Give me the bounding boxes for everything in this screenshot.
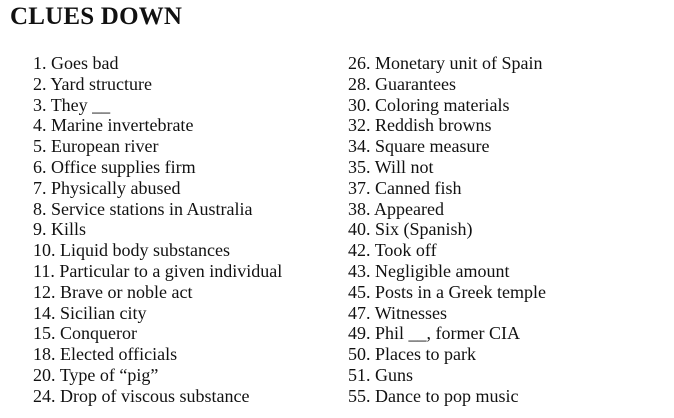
clue-text: Square measure: [375, 136, 490, 157]
clue-item: [33, 199, 282, 220]
clue-item: [348, 240, 546, 261]
clue-item: [348, 53, 546, 74]
clue-text: Service stations in Australia: [51, 198, 253, 219]
clue-text: Dance to pop music: [375, 385, 519, 406]
clue-number: 38.: [348, 198, 371, 219]
clue-text: Posts in a Greek temple: [375, 281, 546, 302]
clue-text: Guarantees: [375, 73, 456, 94]
clue-text: Took off: [374, 240, 437, 261]
clue-number: 11.: [33, 260, 55, 281]
clue-number: 15.: [33, 323, 56, 344]
clue-number: 55.: [348, 385, 371, 406]
clue-item: [348, 157, 546, 178]
clue-text: Monetary unit of Spain: [375, 53, 543, 73]
clue-text: Appeared: [374, 198, 444, 219]
clue-number: 20.: [33, 364, 56, 385]
clue-item: [33, 74, 282, 95]
clue-number: 35.: [348, 156, 371, 177]
clue-item: [33, 219, 282, 240]
clue-text: They __: [50, 94, 111, 115]
clue-item: [33, 282, 282, 303]
clue-number: 4.: [33, 115, 47, 136]
clue-text: Negligible amount: [375, 260, 510, 281]
clue-text: Yard structure: [50, 73, 152, 94]
clue-number: 14.: [33, 302, 56, 323]
clue-text: Will not: [374, 156, 434, 177]
clue-text: Witnesses: [374, 302, 447, 323]
clue-text: Elected officials: [60, 344, 178, 365]
clue-item: [33, 95, 282, 116]
clue-number: 40.: [348, 219, 371, 240]
clue-number: 2.: [33, 73, 47, 94]
clue-item: [348, 365, 546, 386]
clue-number: 28.: [348, 73, 371, 94]
clue-text: Guns: [375, 364, 414, 385]
clue-item: [33, 53, 282, 74]
clue-number: 37.: [348, 177, 371, 198]
clues-column-left: [33, 53, 282, 407]
clue-text: Canned fish: [375, 177, 462, 198]
clue-text: Liquid body substances: [60, 240, 230, 261]
clue-item: [33, 178, 282, 199]
clue-text: Office supplies firm: [51, 156, 196, 177]
clue-number: 6.: [33, 156, 47, 177]
clue-item: [33, 157, 282, 178]
clue-text: Brave or noble act: [60, 281, 193, 302]
clue-item: [348, 199, 546, 220]
clue-text: Places to park: [375, 344, 476, 365]
clue-number: 30.: [348, 94, 371, 115]
clue-text: Physically abused: [51, 177, 181, 198]
clue-text: Particular to a given individual: [59, 260, 283, 281]
clue-text: Coloring materials: [375, 94, 510, 115]
clue-number: 51.: [348, 364, 371, 385]
clue-number: 18.: [33, 344, 56, 365]
clue-item: [33, 365, 282, 386]
clue-text: Sicilian city: [60, 302, 147, 323]
clue-item: [348, 115, 546, 136]
clue-item: [33, 386, 282, 407]
page-title: CLUES DOWN: [10, 3, 183, 30]
clue-item: [33, 261, 282, 282]
clue-number: 34.: [348, 136, 371, 157]
clue-item: [348, 136, 546, 157]
clue-number: 9.: [33, 219, 47, 240]
clue-text: Drop of viscous substance: [60, 385, 250, 406]
clue-item: [348, 323, 546, 344]
clue-number: 7.: [33, 177, 47, 198]
clue-text: Kills: [51, 219, 87, 240]
clue-number: 42.: [348, 240, 371, 261]
clue-text: Type of “pig”: [59, 364, 159, 385]
clue-number: 49.: [348, 323, 371, 344]
clue-item: [348, 178, 546, 199]
clue-text: Conqueror: [60, 323, 137, 344]
clue-item: [33, 323, 282, 344]
clue-number: 1.: [33, 53, 47, 73]
clue-item: [348, 344, 546, 365]
clue-item: [348, 74, 546, 95]
clue-item: [348, 95, 546, 116]
clue-item: [33, 303, 282, 324]
clue-item: [33, 240, 282, 261]
clue-item: [348, 303, 546, 324]
clue-text: Marine invertebrate: [51, 115, 194, 136]
clue-item: [348, 282, 546, 303]
clue-item: [348, 386, 546, 407]
clue-item: [33, 136, 282, 157]
clue-number: 10.: [33, 240, 56, 261]
clue-number: 12.: [33, 281, 56, 302]
clue-item: [348, 219, 546, 240]
clue-number: 45.: [348, 281, 371, 302]
clue-number: 3.: [33, 94, 47, 115]
clue-number: 47.: [348, 302, 371, 323]
clue-text: Reddish browns: [375, 115, 492, 136]
clue-number: 32.: [348, 115, 371, 136]
clue-item: [33, 344, 282, 365]
clue-text: Six (Spanish): [375, 219, 473, 240]
clue-number: 50.: [348, 344, 371, 365]
clue-text: Phil __, former CIA: [375, 323, 520, 344]
clue-number: 26.: [348, 53, 371, 73]
clue-item: [348, 261, 546, 282]
clues-column-right: [348, 53, 546, 407]
clue-number: 8.: [33, 198, 47, 219]
clue-number: 43.: [348, 260, 371, 281]
clue-number: 24.: [33, 385, 56, 406]
clue-text: Goes bad: [51, 53, 119, 73]
clue-item: [33, 115, 282, 136]
clue-number: 5.: [33, 136, 47, 157]
clue-text: European river: [51, 136, 159, 157]
